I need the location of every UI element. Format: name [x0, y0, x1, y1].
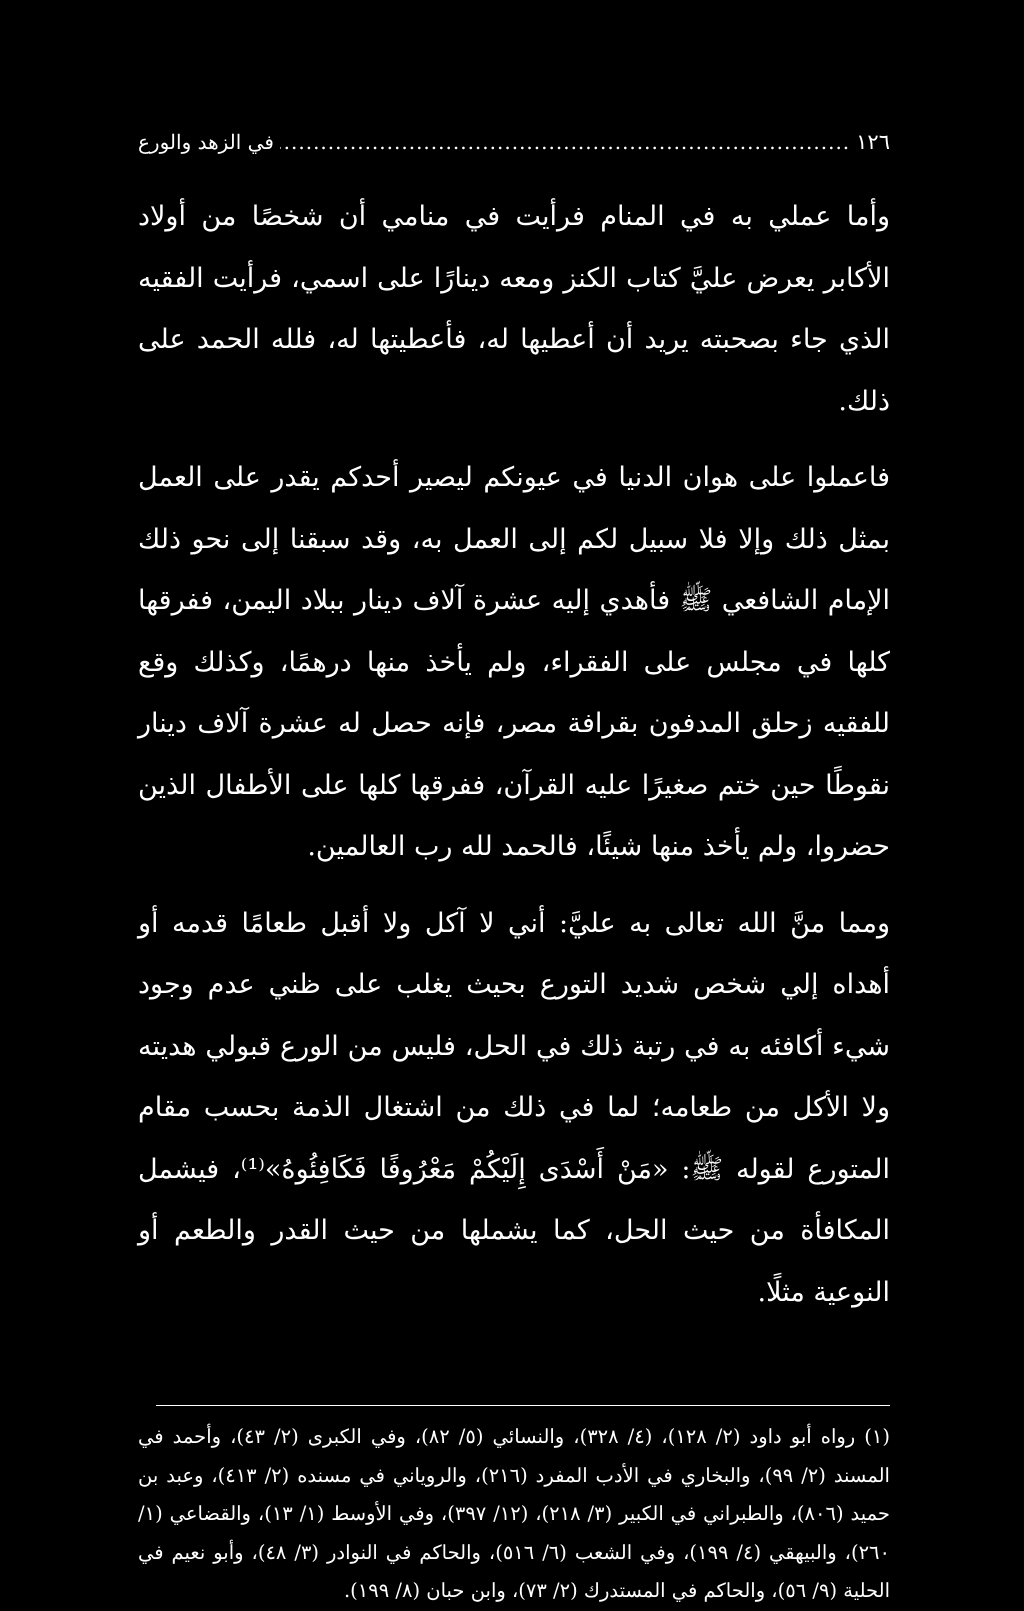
header-leader-dots — [280, 130, 850, 154]
footnote-1: (١) رواه أبو داود (٢/ ١٢٨)، (٤/ ٣٢٨)، والنسائي (٥/ ٨٢)، وفي الكبرى (٢/ ٤٣)، وأحمد في المسند (٢/ ٩٩)، والبخاري في الأدب المفرد (٢١٦)، والروياني في مسنده (٢/ ٤١٣)، وعبد بن حميد (٨٠٦)، والطبراني في الكبير (٣/ ٢١٨)، (١٢/ ٣٩٧)، وفي الأوسط (١/ ١٣)، والقضاعي (١/ ٢٦٠)، والبيهقي (٤/ ١٩٩)، وفي الشعب (٦/ ٥١٦)، والحاكم في النوادر (٣/ ٤٨)، وأبو نعيم في الحلية (٩/ ٥٦)، والحاكم في المستدرك (٢/ ٧٣)، وابن حبان (٨/ ١٩٩). — [138, 1425, 890, 1602]
paragraph-1: وأما عملي به في المنام فرأيت في منامي أن شخصًا من أولاد الأكابر يعرض عليَّ كتاب الكنز ومعه دينارًا على اسمي، فرأيت الفقيه الذي جاء بصحبته يريد أن أعطيها له، فأعطيتها له، فلله الحمد على ذلك. — [138, 201, 890, 417]
footnote-separator — [138, 1405, 890, 1406]
page-number: ١٢٦ — [856, 130, 890, 154]
document-page — [138, 130, 890, 1611]
footnotes — [138, 1418, 890, 1611]
running-title: في الزهد والورع — [138, 130, 274, 154]
footnote-rule — [156, 1405, 890, 1406]
page-header — [138, 130, 890, 170]
paragraph-2: فاعملوا على هوان الدنيا في عيونكم ليصير أحدكم يقدر على العمل بمثل ذلك وإلا فلا سبيل لكم إلى العمل به، وقد سبقنا إلى نحو ذلك الإمام الشافعي ﷺ فأهدي إليه عشرة آلاف دينار ببلاد اليمن، ففرقها كلها في مجلس على الفقراء، ولم يأخذ منها درهمًا، وكذلك وقع للفقيه زحلق المدفون بقرافة مصر، فإنه حصل له عشرة آلاف دينار نقوطًا حين ختم صغيرًا عليه القرآن، ففرقها كلها على الأطفال الذين حضروا، ولم يأخذ منها شيئًا، فالحمد لله رب العالمين. — [138, 462, 890, 862]
paragraph-3: ومما منَّ الله تعالى به عليَّ: أني لا آكل ولا أقبل طعامًا قدمه أو أهداه إلي شخص شديد التورع بحيث يغلب على ظني عدم وجود شيء أكافئه به في رتبة ذلك في الحل، فليس من الورع قبولي هديته ولا الأكل من طعامه؛ لما في ذلك من اشتغال الذمة بحسب مقام المتورع لقوله ﷺ: «مَنْ أَسْدَى إِلَيْكُمْ مَعْرُوفًا فَكَافِئُوهُ»⁽¹⁾، فيشمل المكافأة من حيث الحل، كما يشملها من حيث القدر والطعم أو النوعية مثلًا. — [138, 907, 890, 1308]
